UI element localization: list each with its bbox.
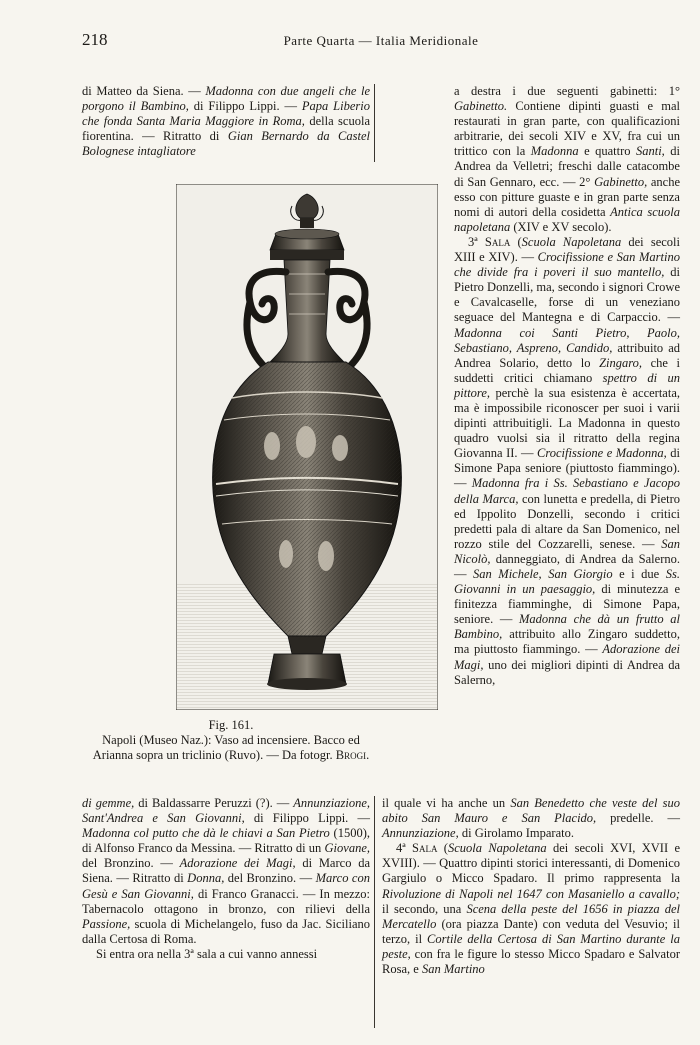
text-run: con lunetta e predella, di Pietro ed Ippolito Donzelli, secondo i critici predetti pala di altare da San Domenico, nel rozzo stile del Cozzarelli, senese. — — [454, 491, 681, 551]
italic-run: San Martino — [421, 962, 485, 977]
text-run: Contiene dipinti guasti e mal restaurati in gran parte, con qualificazioni arbitrarie, dei secoli XIV e XV, fra cui un trittico con la — [454, 99, 680, 159]
italic-run: Rivoluzione di Napoli nel 1647 con Masaniello a cavallo; — [382, 886, 680, 901]
text-run: di Filippo Lippi. — — [244, 811, 370, 826]
column-left-bottom — [82, 796, 370, 962]
text-run: perchè la sua esistenza è accertata, ma è impossibile riconoscer per suoi i varii dipinti attribuitigli. La Madonna in questo quadro vuolsi sia il ritratto della regina Giovanna II. — — [454, 385, 680, 461]
paragraph — [82, 84, 370, 159]
text-run: e i due — [612, 567, 666, 581]
text-run: dei secoli XVI, XVII e XVIII). — Quattro dipinti storici interessanti, di Domenico Gargiulo o Micco Spadaro. Il primo rappresenta la — [382, 841, 680, 886]
italic-run: spettro di un pittore, — [454, 370, 680, 400]
italic-run: Madonna con due angeli che le porgono il Bambino, — [82, 84, 371, 114]
page-header — [82, 30, 680, 54]
text-run: di Pietro Donzelli, ma, secondo i signori Crowe e Cavalcaselle, forse di un veneziano seguace del Mantegna e di Carpaccio. — — [454, 265, 680, 325]
italic-run: Madonna che dà un frutto al Bambino, — [454, 612, 680, 642]
italic-run: Annunziazione, Sant'Andrea e San Giovanni, — [82, 796, 370, 826]
photographer-credit: Brogi. — [335, 748, 370, 762]
text-run: danneggiato, di Andrea da Salerno. — — [454, 551, 680, 581]
text-run: attribuito allo Zingaro suddetto, ma piuttosto fiammingo. — — [454, 627, 680, 657]
italic-run: Madonna col putto che dà le chiavi a San Pietro — [82, 826, 330, 841]
italic-run: Papa Liberio che fonda Santa Maria Maggiore in Roma, — [82, 99, 370, 129]
text-run: di Matteo da Siena. — — [82, 84, 206, 98]
italic-run: Crocifissione e Madonna, — [537, 446, 667, 461]
text-run: scuola di Michelangelo, fuso da Jac. Siciliano dalla Certosa di Roma. — [82, 916, 370, 946]
italic-run: Scena della peste del 1656 in piazza del Mercatello — [382, 901, 680, 931]
text-run: con fra le figure lo stesso Micco Spadaro e Salvator Rosa, e — [382, 946, 680, 977]
column-right-bottom — [382, 796, 680, 977]
text-run: 3ª — [468, 234, 485, 249]
italic-run: Zingaro, — [599, 355, 643, 370]
text-run: di Franco Granacci. — In mezzo: Tabernacolo ottagono in bronzo, con rilievi della — [82, 886, 370, 916]
italic-run: Adorazione dei Magi, — [179, 856, 296, 871]
figure-caption — [82, 733, 380, 763]
small-caps-run: Sala — [484, 234, 511, 249]
text-run: ( — [437, 841, 448, 856]
italic-run: San Michele, San Giorgio — [473, 567, 613, 581]
column-left-top — [82, 84, 370, 159]
figure-label: Fig. 161. — [208, 718, 254, 732]
italic-run: Annunziazione, — [382, 826, 459, 841]
paragraph — [82, 796, 370, 947]
text-run: (1500), di Alfonso Franco da Messina. — Ritratto di un — [82, 826, 370, 856]
italic-run: Antica scuola napoletana — [454, 204, 681, 234]
italic-run: Passione, — [82, 916, 131, 931]
italic-run: Madonna — [530, 144, 579, 159]
text-run: uno dei migliori dipinti di Andrea da Salerno, — [454, 657, 680, 687]
italic-run: Crocifissione e San Martino che divide fra i poveri il suo mantello, — [454, 250, 680, 280]
italic-run: Madonna coi Santi Pietro, Paolo, Sebastiano, Aspreno, Candido, — [454, 325, 680, 355]
italic-run: Giovane, — [324, 841, 370, 856]
text-run: che i suddetti critici chiamano — [454, 355, 680, 385]
text-run: di Marco da Siena. — Ritratto di — [82, 856, 370, 886]
text-run: 4ª — [396, 841, 413, 856]
text-run: dei secoli XIII e XIV). — — [454, 234, 680, 265]
italic-run: Gabinetto, — [594, 174, 648, 189]
text-run: e quattro — [578, 144, 636, 159]
text-run: Si entra ora nella 3ª sala a cui vanno annessi — [96, 946, 318, 961]
italic-run: Gian Bernardo da Castel Bolognese intagliatore — [82, 129, 370, 159]
text-run: predelle. — — [596, 811, 680, 826]
italic-run: Ss. Giovanni in un paesaggio, — [454, 567, 680, 597]
italic-run: Madonna fra i Ss. Sebastiano e Jacopo della Marca, — [454, 476, 681, 506]
italic-run: Marco con Gesù e San Giovanni, — [82, 871, 370, 901]
text-run: di minutezza e finitezza fiamminghe, di Simone Papa, seniore. — — [454, 582, 680, 627]
italic-run: di gemme, — [82, 796, 135, 810]
page-number: 218 — [82, 30, 108, 49]
text-run: (XIV e XV secolo). — [510, 219, 612, 234]
running-title: Parte Quarta — Italia Meridionale — [283, 33, 479, 48]
figure-vase-image — [176, 184, 438, 710]
text-run: (ora piazza Dante) con veduta del Vesuvio; il terzo, il — [382, 916, 680, 946]
vase-foot — [288, 636, 326, 654]
italic-run: Scuola Napoletana — [521, 234, 622, 249]
text-run: di Girolamo Imparato. — [458, 826, 574, 841]
text-run: a destra i due seguenti gabinetti: 1° — [454, 84, 680, 98]
text-run: anche esso con pitture guaste e in gran parte senza nomi di autori della cosidetta — [454, 174, 680, 219]
paragraph — [82, 947, 370, 962]
italic-run: Cortile della Certosa di San Martino durante la peste, — [382, 931, 680, 961]
text-run: di Simone Papa seniore (piuttosto fiammingo). — — [454, 446, 680, 491]
text-run: di Filippo Lippi. — — [188, 99, 302, 114]
text-run: del Bronzino. — — [82, 856, 180, 871]
text-run: attribuito ad Andrea Solario, detto lo — [454, 340, 680, 370]
text-run: del Bronzino. — — [224, 871, 316, 886]
text-run: ( — [510, 234, 522, 249]
text-run: della scuola fiorentina. — Ritratto di — [82, 114, 370, 144]
italic-run: Donna, — [187, 871, 225, 886]
text-run: il quale vi ha anche un — [382, 796, 511, 810]
italic-run: Scuola Napoletana — [447, 841, 547, 856]
italic-run: Adorazione dei Magi, — [454, 642, 680, 672]
italic-run: Santi, — [635, 144, 665, 159]
text-run: di Andrea da Velletri; freschi dalle catacombe di San Gennaro, ecc. — 2° — [454, 144, 680, 189]
paragraph — [382, 796, 680, 841]
italic-run: San Benedetto che veste del suo abito San Mauro e San Placido, — [382, 796, 680, 826]
vase-engraving — [176, 184, 438, 710]
column-divider — [374, 796, 375, 1028]
text-run: il secondo, una — [382, 901, 467, 916]
italic-run: Gabinetto. — [454, 99, 508, 114]
column-divider — [374, 84, 375, 162]
text-run: di Baldassarre Peruzzi (?). — — [134, 796, 294, 810]
paragraph — [382, 841, 680, 977]
figure-caption-text: Napoli (Museo Naz.): Vaso ad incensiere. Bacco ed Arianna sopra un triclinio (Ruvo). — Da fotogr. — [92, 733, 360, 762]
small-caps-run: Sala — [412, 841, 438, 856]
italic-run: San Nicolò, — [454, 536, 680, 566]
